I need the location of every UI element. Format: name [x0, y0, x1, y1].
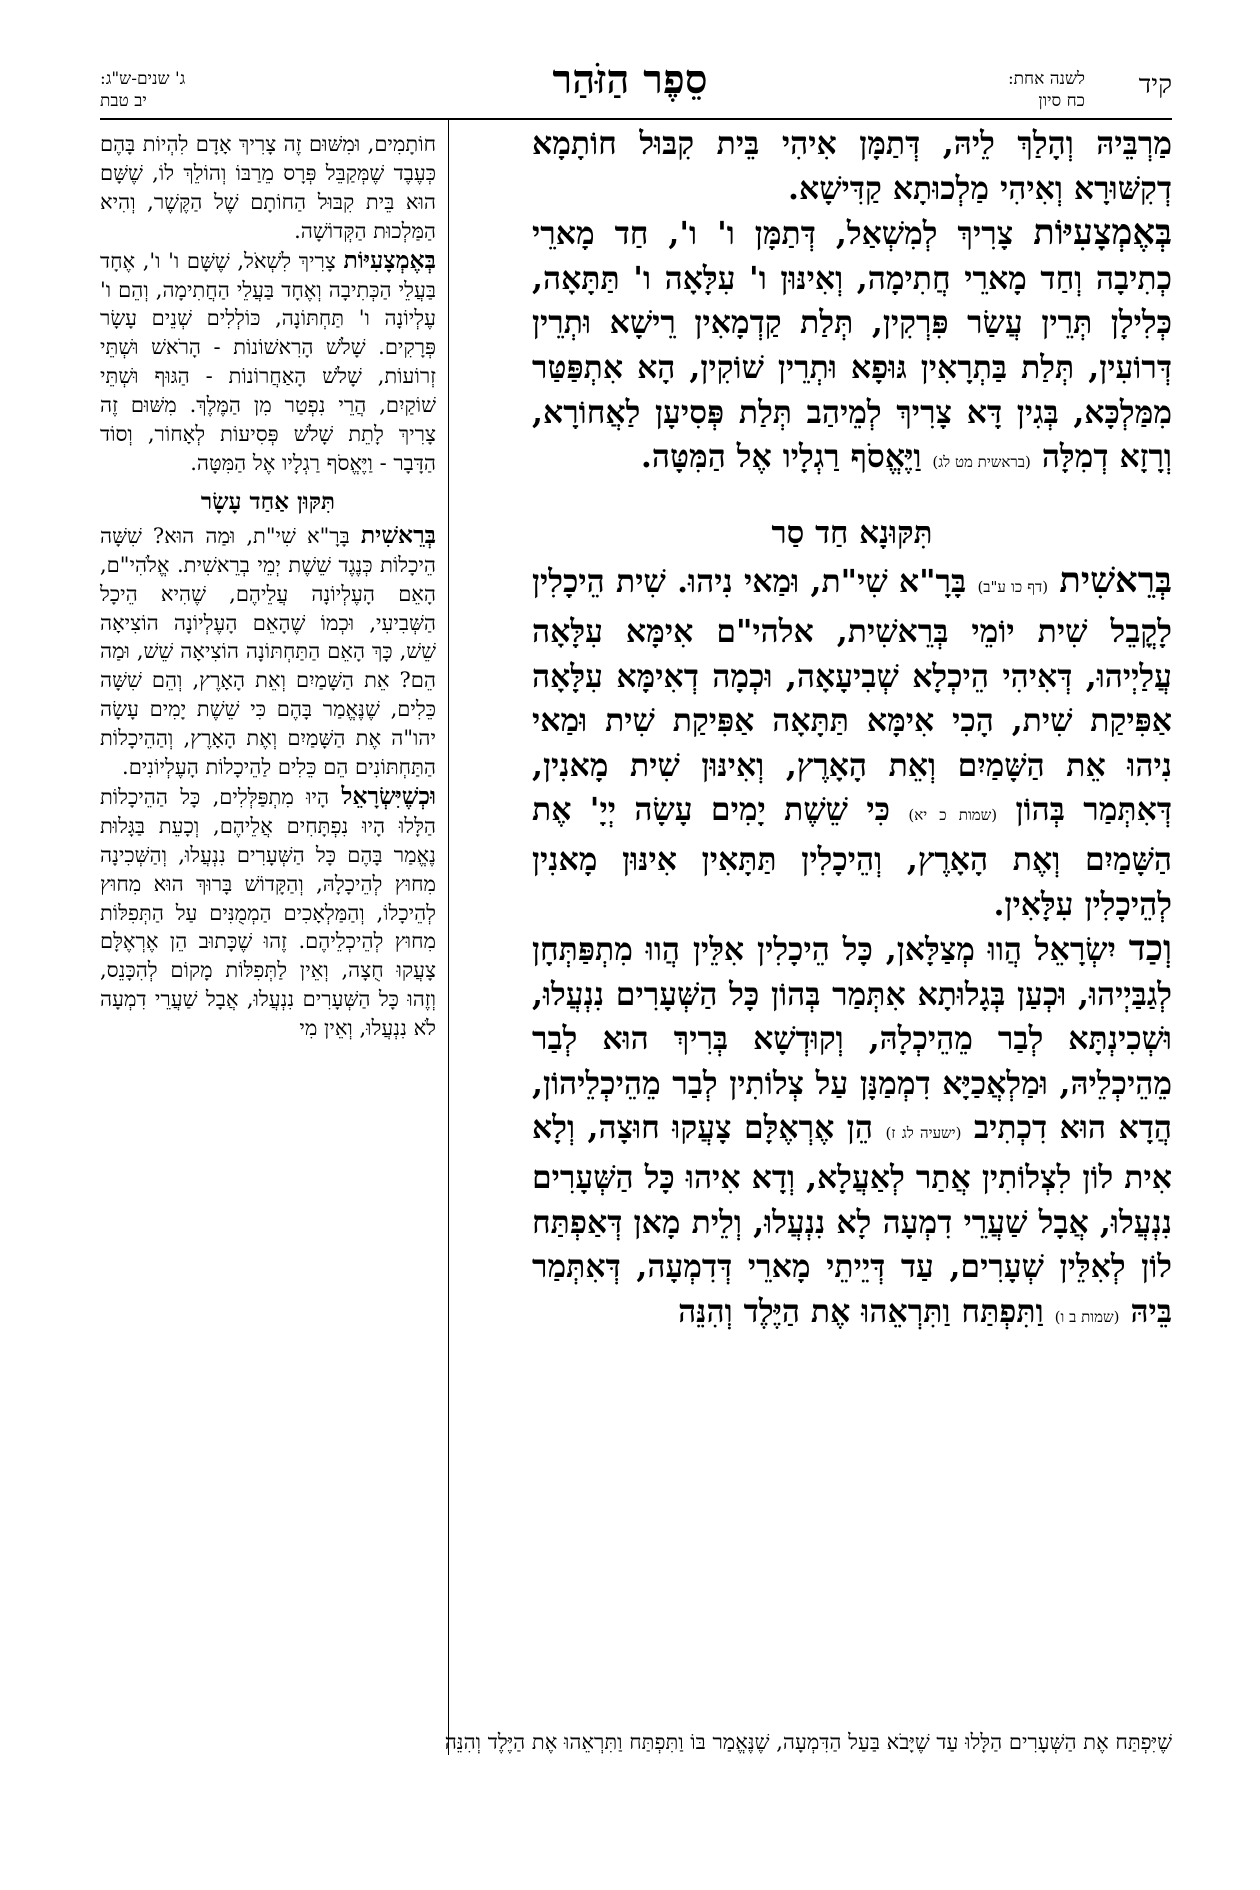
verse-reference: (ישעיה לג ז) — [885, 1124, 962, 1143]
main-paragraph: מַרְבֵּיהּ וְהָלַךְ לֵיהּ, דְּתַמָּן אִיהִי בֵּית קִבּוּל חוֹתָמָא דְקִשּׁוּרָא וְאִיהִי מַלְכוּתָא קַדִּישָׁא. — [532, 125, 1172, 207]
hebrew-translation-column — [100, 130, 436, 1043]
lead-word: בְּרֵאשִׁית — [1059, 560, 1173, 602]
schedule-label-three-years: ג' שנים-ש"ג: — [100, 69, 186, 89]
side-paragraph: וּכְשֶׁיִּשְׂרָאֵל הָיוּ מִתְפַּלְּלִים, כָּל הַהֵיכָלוֹת הַלָּלוּ הָיוּ נִפְתָּחִים אֲלֵיהֶם, וְכָעֵת בַּגָּלוּת נֶאֱמַר בָּהֶם כָּל הַשְּׁעָרִים נִנְעֲלוּ, וְהַשְּׁכִינָה מִחוּץ לְהֵיכָלָהּ, וְהַקָּדוֹשׁ בָּרוּךְ הוּא מִחוּץ לְהֵיכָלוֹ, וְהַמַּלְאָכִים הַמְמֻנִּים עַל הַתְּפִלּוֹת מִחוּץ לְהֵיכְלֵיהֶם. זֶהוּ שֶׁכָּתוּב הֵן אֶרְאֶלָּם צָעֲקוּ חֻצָה, וְאֵין לַתְּפִלּוֹת מָקוֹם לְהִכָּנֵס, וְזֶהוּ כָּל הַשְּׁעָרִים נִנְעֲלוּ, אֲבָל שַׁעֲרֵי דִמְעָה לֹא נִנְעֲלוּ, וְאֵין מִי — [100, 781, 436, 1041]
footer-continuation-line: שֶׁיִּפְתַּח אֶת הַשְּׁעָרִים הַלָּלוּ עַד שֶׁיָּבֹא בַּעַל הַדִּמְעָה, שֶׁנֶּאֱמַר בּוֹ וַתִּפְתַּח וַתִּרְאֵהוּ אֶת הַיֶּלֶד וְהִנֵּה — [444, 1730, 1172, 1754]
header-divider — [100, 118, 1172, 120]
page-number: קיד — [1138, 70, 1172, 100]
side-paragraph: בְּרֵאשִׁית בָּרָ"א שִׁי"ת, וּמַה הוּא? שִׁשָּׁה הֵיכָלוֹת כְּנֶגֶד שֵׁשֶׁת יְמֵי בְרֵאשִׁית. אֱלֹהִי"ם, הָאֵם הָעֶלְיוֹנָה עֲלֵיהֶם, שֶׁהִיא הֵיכָל הַשְּׁבִיעִי, וּכְמוֹ שֶׁהָאֵם הָעֶלְיוֹנָה הוֹצִיאָה שֵׁשׁ, כָּךְ הָאֵם הַתַּחְתּוֹנָה הוֹצִיאָה שֵׁשׁ, וּמַה הֵם? אֵת הַשָּׁמַיִם וְאֵת הָאָרֶץ, וְהֵם שִׁשָּׁה כֵּלִים, שֶׁנֶּאֱמַר בָּהֶם כִּי שֵׁשֶׁת יָמִים עָשָׂה יהו"ה אֶת הַשָּׁמַיִם וְאֶת הָאָרֶץ, וְהַהֵיכָלוֹת הַתַּחְתּוֹנִים הֵם כֵּלִים לַהֵיכָלוֹת הָעֶלְיוֹנִים. — [100, 520, 436, 780]
header-study-schedule-three-years — [100, 68, 185, 112]
schedule-date-one-year: כח סיון — [1038, 91, 1085, 111]
main-paragraph: בְּאֶמְצָעִיּוֹת צָרִיךְ לְמִשְׁאַל, דְּתַמָּן ו' ו', חַד מָארֵי כְתִיבָה וְחַד מָארֵי חֲתִימָה, וְאִינּוּן ו' עִלָּאָה ו' תַּתָּאָה, כְּלִילָן תְּרֵין עֲשַׂר פִּרְקִין, תְּלַת קַדְמָאִין רֵישָׁא וּתְרֵין דְּרוֹעִין, תְּלַת בַּתְרָאִין גּוּפָא וּתְרֵין שׁוֹקִין, הָא אִתְפַּטַּר מִמַּלְכָּא, בְּגִין דָּא צָרִיךְ לְמֵיהַב תְּלַת פְּסִיעָן לַאֲחוֹרָא, וְרָזָא דְמִלָּה (בראשית מט לג) וַיֶּאֱסֹף רַגְלָיו אֶל הַמִּטָּה. — [532, 212, 1172, 476]
main-paragraph: בְּרֵאשִׁית (דף כו ע"ב) בָּרָ"א שִׁי"ת, וּמַאי נִיהוּ. שִׁית הֵיכָלִין לָקֳבֵל שִׁית יוֹמֵי בְּרֵאשִׁית, אלהי"ם אִימָּא עִלָּאָה עֲלַיְיהוּ, דְּאִיהִי הֵיכְלָא שְׁבִיעָאָה, וּכְמָה דְאִימָּא עִלָּאָה אַפִּיקַת שִׁית, הָכִי אִימָּא תַּתָּאָה אַפִּיקַת שִׁית וּמַאי נִיהוּ אֵת הַשָּׁמַיִם וְאֵת הָאָרֶץ, וְאִינּוּן שִׁית מָאנִין, דְּאִתְּמַר בְּהוֹן (שמות כ יא) כִּי שֵׁשֶׁת יָמִים עָשָׂה יְיָ' אֶת הַשָּׁמַיִם וְאֶת הָאָרֶץ, וְהֵיכָלִין תַּתָּאִין אִינּוּן מָאנִין לְהֵיכָלִין עִלָּאִין. — [532, 560, 1173, 923]
lead-word: וּכְשֶׁיִּשְׂרָאֵל — [341, 781, 436, 810]
section-heading: תִּקּוּן אַחַד עָשָׂר — [200, 487, 336, 515]
verse-reference: (שמות כ יא) — [908, 806, 998, 825]
schedule-date-three-years: יב טבת — [100, 91, 147, 111]
lead-word: וְכַד — [1128, 928, 1172, 970]
schedule-label-one-year: לשנה אחת: — [1007, 69, 1085, 89]
page-reference: (דף כו ע"ב) — [977, 578, 1049, 597]
verse-reference: (שמות ב ו) — [1054, 1307, 1120, 1326]
verse-reference: (בראשית מט לג) — [932, 453, 1031, 472]
section-heading: תִּקּוּנָא חַד סַר — [771, 514, 933, 551]
lead-word: בְּרֵאשִׁית — [360, 520, 436, 549]
book-title: סֵפֶר הַזֹּהַר — [552, 56, 708, 103]
main-aramaic-column — [532, 122, 1172, 1339]
column-divider — [448, 120, 449, 1755]
lead-word: בְּאֶמְצָעִיּוֹת — [343, 245, 436, 274]
lead-word: בְּאֶמְצָעִיּוֹת — [1033, 212, 1172, 254]
side-paragraph: בְּאֶמְצָעִיּוֹת צָרִיךְ לִשְׁאֹל, שֶׁשָּׁם ו' ו', אֶחָד בַּעֲלֵי הַכְּתִיבָה וְאֶחָד בַּעֲלֵי הַחֲתִימָה, וְהֵם ו' עֶלְיוֹנָה ו' תַּחְתּוֹנָה, כּוֹלְלִים שְׁנֵים עָשָׂר פְּרָקִים. שָׁלֹשׁ הָרִאשׁוֹנוֹת - הָרֹאשׁ וּשְׁתֵּי זְרוֹעוֹת, שָׁלֹשׁ הָאַחֲרוֹנוֹת - הַגּוּף וּשְׁתֵּי שׁוֹקַיִם, הֲרֵי נִפְטַר מִן הַמֶּלֶךְ. מִשּׁוּם זֶה צָרִיךְ לָתֵת שָׁלֹשׁ פְּסִיעוֹת לְאָחוֹר, וְסוֹד הַדָּבָר - וַיֶּאֱסֹף רַגְלָיו אֶל הַמִּטָּה. — [100, 245, 436, 475]
main-paragraph: וְכַד יִשְׂרָאֵל הֲווּ מְצַלָּאן, כָּל הֵיכָלִין אִלֵּין הֲווּ מִתְפַּתְּחָן לְגַבַּיְיהוּ, וּכְעַן בְּגָלוּתָא אִתְּמַר בְּהוֹן כָּל הַשְּׁעָרִים נִנְעֲלוּ, וּשְׁכִינְתָּא לְבַר מֵהֵיכְלָהּ, וְקוּדְשָׁא בְּרִיךְ הוּא לְבַר מֵהֵיכְלֵיהּ, וּמַלְאֲכַיָּא דִמְמַנָּן עַל צְלוֹתִין לְבַר מֵהֵיכְלֵיהוֹן, הֲדָא הוּא דִכְתִיב (ישעיה לג ז) הֵן אֶרְאֶלָּם צָעֲקוּ חוּצָה, וְלָא אִית לוֹן לִצְלוֹתִין אֲתַר לְאַעֲלָא, וְדָא אִיהוּ כָּל הַשְּׁעָרִים נִנְעֲלוּ, אֲבָל שַׁעֲרֵי דִמְעָה לָא נִנְעֲלוּ, וְלֵית מָאן דְּאַפְתַּח לוֹן לְאִלֵּין שְׁעָרִים, עַד דְּיֵיתֵי מָארֵי דְּדִמְעָה, דְּאִתְּמַר בֵּיהּ (שמות ב ו) וַתִּפְתַּח וַתִּרְאֵהוּ אֶת הַיֶּלֶד וְהִנֵּה — [532, 928, 1173, 1330]
side-paragraph: חוֹתָמִים, וּמִשּׁוּם זֶה צָרִיךְ אָדָם לִהְיוֹת בָּהֶם כְּעֶבֶד שֶׁמְּקַבֵּל פְּרָס מֵרַבּוֹ וְהוֹלֵךְ לוֹ, שֶׁשָּׁם הוּא בֵּית קִבּוּל הַחוֹתָם שֶׁל הַקֶּשֶׁר, וְהִיא הַמַּלְכוּת הַקְּדוֹשָׁה. — [100, 132, 436, 243]
